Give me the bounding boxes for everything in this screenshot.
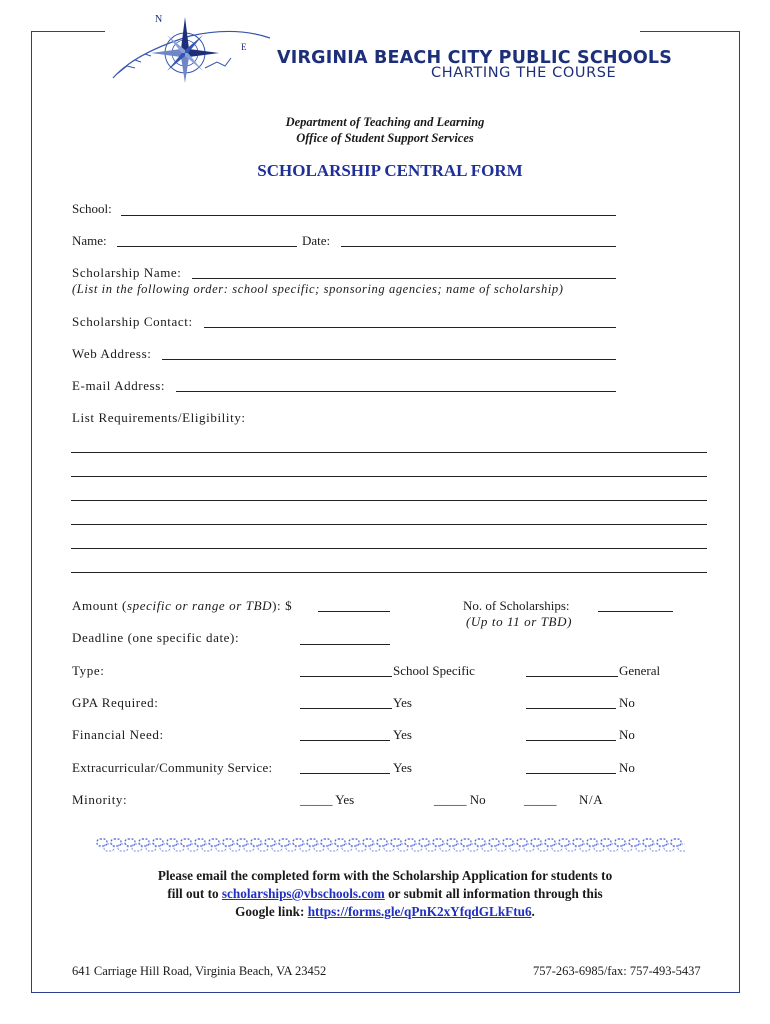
amount-label-text: Amount ( bbox=[72, 598, 127, 613]
requirements-line[interactable] bbox=[71, 524, 707, 525]
minority-no-option[interactable]: _____ No bbox=[434, 792, 486, 807]
num-scholarships-label: No. of Scholarships: bbox=[463, 598, 570, 613]
chain-pattern-icon bbox=[95, 836, 685, 856]
instructions-text-2b: or submit all information through this bbox=[384, 886, 603, 901]
financial-no-field[interactable] bbox=[526, 740, 616, 741]
scholarship-name-label: Scholarship Name: bbox=[72, 265, 182, 280]
amount-label-suffix: ): $ bbox=[272, 598, 293, 613]
compass-rose-icon bbox=[105, 8, 275, 90]
form-title: SCHOLARSHIP CENTRAL FORM bbox=[257, 161, 523, 180]
type-general-field[interactable] bbox=[526, 676, 618, 677]
num-scholarships-note: (Up to 11 or TBD) bbox=[466, 614, 573, 629]
minority-yes-option[interactable]: _____ Yes bbox=[300, 792, 355, 807]
school-logo bbox=[105, 8, 673, 90]
date-label: Date: bbox=[302, 233, 331, 248]
scholarship-name-field[interactable] bbox=[192, 278, 616, 279]
financial-no-label: No bbox=[619, 727, 635, 742]
requirements-line[interactable] bbox=[71, 572, 707, 573]
chain-link bbox=[678, 844, 685, 851]
requirements-line[interactable] bbox=[71, 452, 707, 453]
amount-label bbox=[72, 598, 292, 614]
footer-address: 641 Carriage Hill Road, Virginia Beach, VA 23452 bbox=[72, 964, 327, 978]
instructions-line-2 bbox=[0, 886, 770, 902]
date-field[interactable] bbox=[341, 246, 616, 247]
web-field[interactable] bbox=[162, 359, 616, 360]
decorative-chain-divider bbox=[95, 836, 685, 856]
footer-phone: 757-263-6985/fax: 757-493-5437 bbox=[533, 964, 701, 978]
minority-na-label: N/A bbox=[579, 792, 604, 807]
page-border-top-right bbox=[640, 31, 740, 32]
requirements-line[interactable] bbox=[71, 500, 707, 501]
email-label: E-mail Address: bbox=[72, 378, 166, 393]
instructions-text-2a: fill out to bbox=[167, 886, 222, 901]
compass-e-label: E bbox=[241, 42, 247, 52]
minority-na-blank[interactable]: _____ bbox=[524, 792, 557, 807]
extracurricular-no-field[interactable] bbox=[526, 773, 616, 774]
gpa-no-field[interactable] bbox=[526, 708, 616, 709]
requirements-label: List Requirements/Eligibility: bbox=[72, 410, 246, 425]
extracurricular-label: Extracurricular/Community Service: bbox=[72, 760, 273, 775]
name-label: Name: bbox=[72, 233, 107, 248]
department-name: Department of Teaching and Learning bbox=[285, 115, 485, 129]
instructions-text-3a: Google link: bbox=[235, 904, 308, 919]
contact-label: Scholarship Contact: bbox=[72, 314, 193, 329]
school-label: School: bbox=[72, 201, 112, 216]
gpa-label: GPA Required: bbox=[72, 695, 159, 710]
compass-n-label: N bbox=[155, 14, 163, 25]
type-general-label: General bbox=[619, 663, 661, 678]
financial-yes-field[interactable] bbox=[300, 740, 390, 741]
scholarship-email-link[interactable]: scholarships@vbschools.com bbox=[221, 886, 385, 901]
num-scholarships-field[interactable] bbox=[598, 611, 673, 612]
name-field[interactable] bbox=[117, 246, 297, 247]
gpa-yes-label: Yes bbox=[393, 695, 412, 710]
type-label: Type: bbox=[72, 663, 105, 678]
type-school-specific-field[interactable] bbox=[300, 676, 392, 677]
type-school-specific-label: School Specific bbox=[393, 663, 475, 678]
page-border-bottom bbox=[31, 992, 740, 993]
instructions-text-1: Please email the completed form with the Scholarship Application for students to bbox=[157, 868, 613, 883]
amount-label-italic: specific or range or TBD bbox=[127, 598, 273, 613]
requirements-line[interactable] bbox=[71, 548, 707, 549]
financial-label: Financial Need: bbox=[72, 727, 164, 742]
amount-field[interactable] bbox=[318, 611, 390, 612]
org-tagline: CHARTING THE COURSE bbox=[431, 65, 617, 81]
page-border-top-left bbox=[31, 31, 105, 32]
deadline-field[interactable] bbox=[300, 644, 390, 645]
extracurricular-no-label: No bbox=[619, 760, 635, 775]
extracurricular-yes-field[interactable] bbox=[300, 773, 390, 774]
contact-field[interactable] bbox=[204, 327, 616, 328]
instructions-line-1 bbox=[0, 868, 770, 884]
email-field[interactable] bbox=[176, 391, 616, 392]
minority-label: Minority: bbox=[72, 792, 128, 807]
office-name: Office of Student Support Services bbox=[296, 131, 474, 145]
instructions-text-3b: . bbox=[531, 904, 535, 919]
extracurricular-yes-label: Yes bbox=[393, 760, 412, 775]
gpa-no-label: No bbox=[619, 695, 635, 710]
financial-yes-label: Yes bbox=[393, 727, 412, 742]
org-name: VIRGINIA BEACH CITY PUBLIC SCHOOLS bbox=[277, 48, 673, 68]
google-form-link[interactable]: https://forms.gle/qPnK2xYfqdGLkFtu6 bbox=[307, 904, 532, 919]
requirements-line[interactable] bbox=[71, 476, 707, 477]
school-field[interactable] bbox=[121, 215, 616, 216]
instructions-line-3 bbox=[0, 904, 770, 920]
deadline-label: Deadline (one specific date): bbox=[72, 630, 240, 645]
web-label: Web Address: bbox=[72, 346, 152, 361]
gpa-yes-field[interactable] bbox=[300, 708, 392, 709]
scholarship-name-note: (List in the following order: school specific; sponsoring agencies; name of scholarship) bbox=[72, 282, 564, 296]
